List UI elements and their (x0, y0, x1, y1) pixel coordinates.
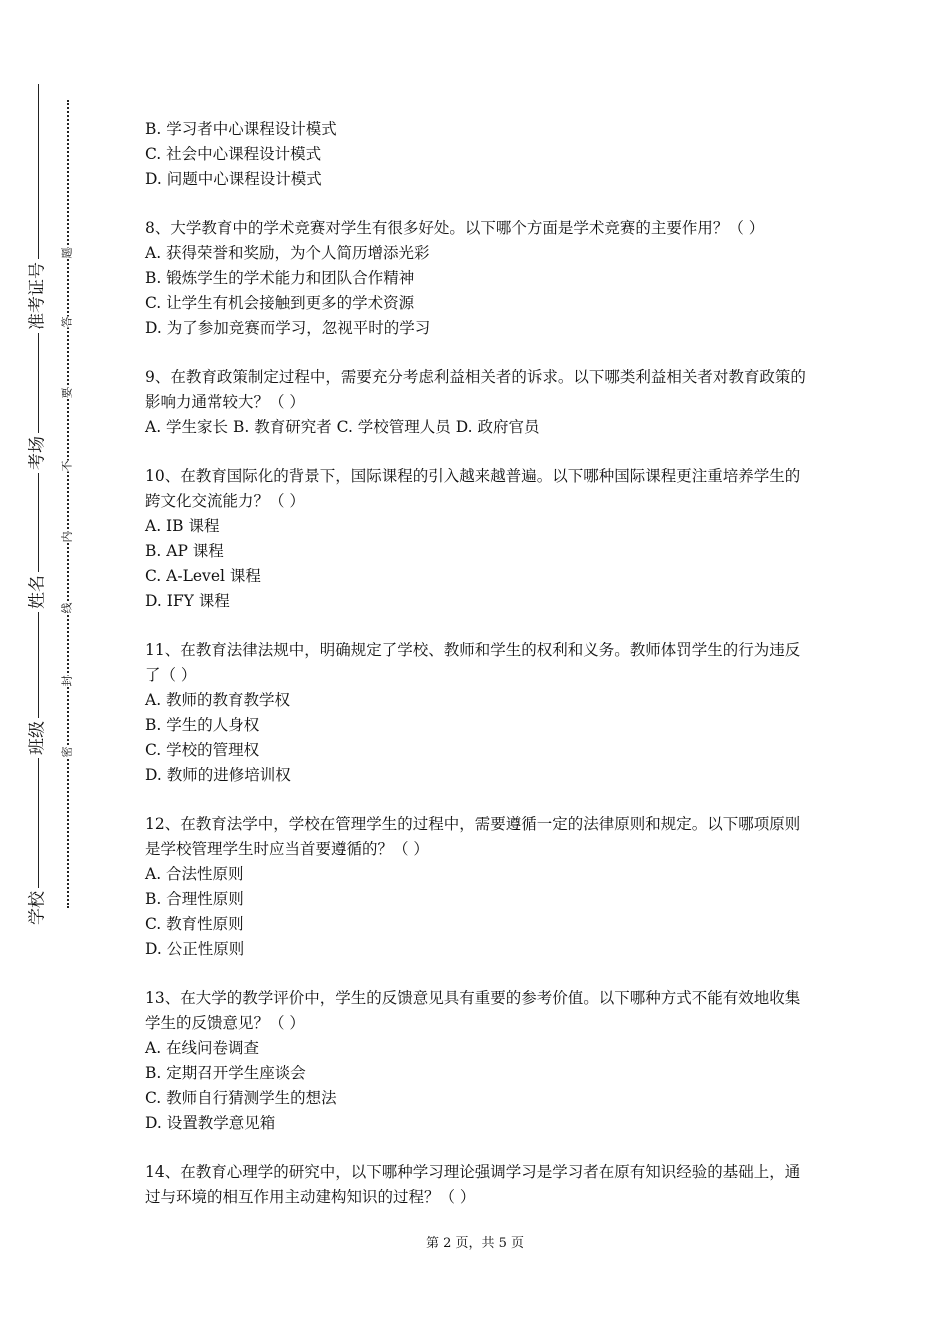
options-inline: A. 学生家长 B. 教育研究者 C. 学校管理人员 D. 政府官员 (145, 418, 540, 436)
question-10 (145, 464, 815, 614)
exam-content (145, 117, 815, 1234)
question-12 (145, 812, 815, 962)
option-b: B. 学习者中心课程设计模式 (145, 120, 337, 138)
question-8 (145, 216, 815, 341)
binding-strip (0, 0, 120, 1344)
binding-dotted-line (67, 100, 69, 908)
option-d: D. 公正性原则 (145, 940, 245, 958)
continued-question (145, 117, 815, 192)
option-a: A. 在线问卷调查 (145, 1039, 260, 1057)
seal-char: 不 (60, 460, 74, 472)
option-c: C. 教师自行猜测学生的想法 (145, 1089, 337, 1107)
seal-char: 内 (60, 531, 74, 543)
question-stem: 9、在教育政策制定过程中，需要充分考虑利益相关者的诉求。以下哪类利益相关者对教育政策的影响力通常较大？（ ） (145, 368, 806, 411)
option-d: D. IFY 课程 (145, 592, 230, 610)
option-c: C. 让学生有机会接触到更多的学术资源 (145, 294, 415, 312)
binding-solid-line (38, 84, 39, 926)
question-11 (145, 638, 815, 788)
option-c: C. 社会中心课程设计模式 (145, 145, 322, 163)
field-label-school: 学校 (30, 888, 47, 928)
seal-char: 答 (60, 316, 74, 328)
seal-char: 封 (60, 675, 74, 687)
question-14 (145, 1160, 815, 1210)
question-stem: 8、大学教育中的学术竞赛对学生有很多好处。以下哪个方面是学术竞赛的主要作用？（ ） (145, 219, 765, 237)
option-b: B. 学生的人身权 (145, 716, 260, 734)
field-label-class: 班级 (30, 718, 47, 758)
option-a: A. 教师的教育教学权 (145, 691, 291, 709)
field-label-name: 姓名 (30, 572, 47, 612)
option-a: A. 获得荣誉和奖励，为个人简历增添光彩 (145, 244, 430, 262)
seal-char: 线 (60, 602, 74, 614)
option-d: D. 问题中心课程设计模式 (145, 170, 322, 188)
page-footer: 第 2 页，共 5 页 (425, 1236, 525, 1251)
option-c: C. 教育性原则 (145, 915, 244, 933)
option-b: B. 合理性原则 (145, 890, 244, 908)
field-label-exam-room: 考场 (30, 433, 47, 473)
field-label-exam-number: 准考证号 (30, 259, 47, 333)
question-stem: 10、在教育国际化的背景下，国际课程的引入越来越普遍。以下哪种国际课程更注重培养学生的跨文化交流能力？（ ） (145, 467, 801, 510)
option-c: C. A-Level 课程 (145, 567, 261, 585)
seal-char: 密 (60, 746, 74, 758)
option-d: D. 设置教学意见箱 (145, 1114, 276, 1132)
option-b: B. 锻炼学生的学术能力和团队合作精神 (145, 269, 415, 287)
question-9 (145, 365, 815, 440)
option-a: A. IB 课程 (145, 517, 220, 535)
question-stem: 12、在教育法学中，学校在管理学生的过程中，需要遵循一定的法律原则和规定。以下哪项原则是学校管理学生时应当首要遵循的？（ ） (145, 815, 801, 858)
option-d: D. 为了参加竞赛而学习，忽视平时的学习 (145, 319, 431, 337)
option-b: B. 定期召开学生座谈会 (145, 1064, 306, 1082)
option-a: A. 合法性原则 (145, 865, 244, 883)
question-stem: 11、在教育法律法规中，明确规定了学校、教师和学生的权利和义务。教师体罚学生的行为违反了（ ） (145, 641, 801, 684)
seal-char: 要 (60, 387, 74, 399)
question-stem: 13、在大学的教学评价中，学生的反馈意见具有重要的参考价值。以下哪种方式不能有效地收集学生的反馈意见？（ ） (145, 989, 801, 1032)
seal-char: 题 (60, 247, 74, 259)
option-b: B. AP 课程 (145, 542, 224, 560)
option-c: C. 学校的管理权 (145, 741, 260, 759)
question-13 (145, 986, 815, 1136)
option-d: D. 教师的进修培训权 (145, 766, 291, 784)
question-stem: 14、在教育心理学的研究中，以下哪种学习理论强调学习是学习者在原有知识经验的基础上，通过与环境的相互作用主动建构知识的过程？（ ） (145, 1163, 801, 1206)
